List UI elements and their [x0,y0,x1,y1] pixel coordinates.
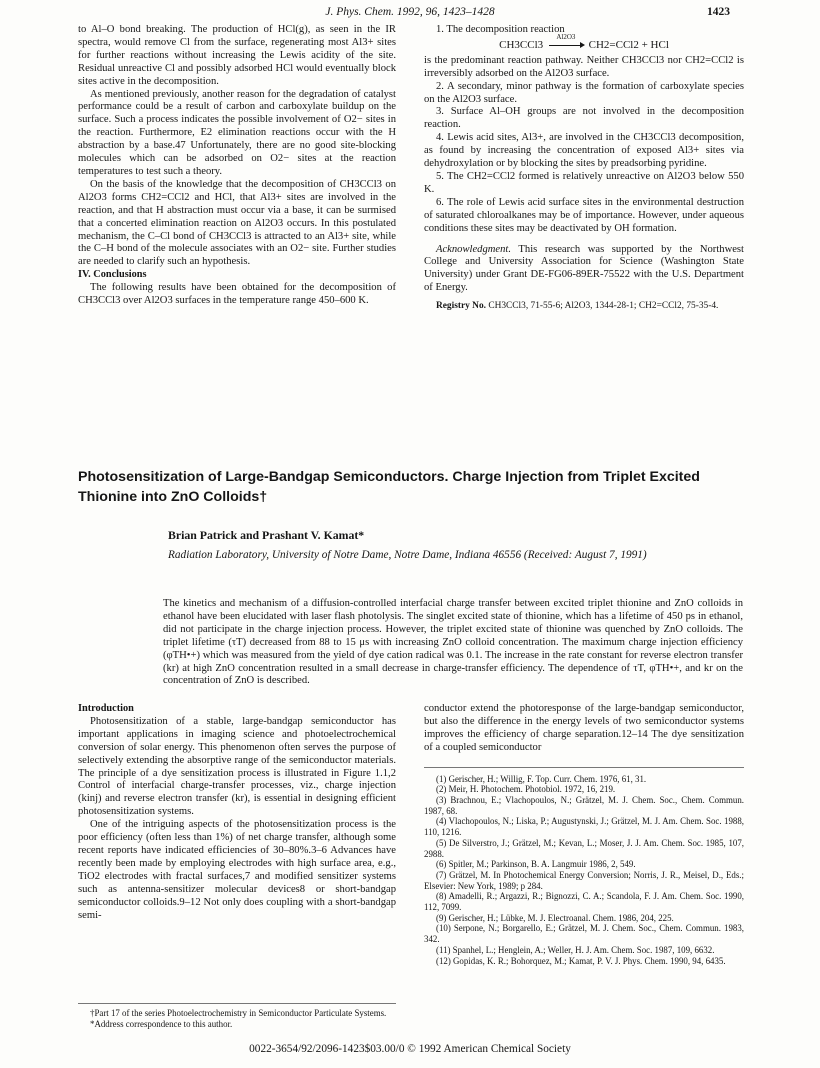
copyright-line: 0022-3654/92/2096-1423$03.00/0 © 1992 American Chemical Society [249,1043,571,1055]
registry [424,301,744,313]
reaction-reactant: CH3CCl3 [499,38,544,51]
previous-article-right-column [424,24,744,313]
reference-item: (7) Grätzel, M. In Photochemical Energy Conversion; Norris, J. R., Meisel, D., Eds.; Elsevier: New York, 1989; p 284. [424,869,744,891]
footnotes [78,1003,396,1029]
conclusion-item-4: 4. Lewis acid sites, Al3+, are involved in the CH3CCl3 decomposition, as found by increasing the concentration of exposed Al3+ sites via dehydroxylation or by blocking the sites by preadsorbing pyridine. [424,132,744,170]
article-affiliation: Radiation Laboratory, University of Notre Dame, Notre Dame, Indiana 46556 (Received: August 7, 1991) [168,549,647,561]
conclusion-item-5: 5. The CH2=CCl2 formed is relatively unreactive on Al2O3 below 550 K. [424,170,744,195]
conclusion-item-2: 2. A secondary, minor pathway is the formation of carboxylate species on the Al2O3 surface. [424,80,744,105]
reference-item: (12) Gopidas, K. R.; Bohorquez, M.; Kamat, P. V. J. Phys. Chem. 1990, 94, 6435. [436,955,726,966]
acknowledgment-text: This research was supported by the Northwest College and University Association for Science (Washington State University) under Grant DE-FG06-89ER-75522 with the U.S. Department of Energy. [424,243,744,294]
intro-paragraph-cont: conductor extend the photoresponse of the large-bandgap semiconductor, but also the difference in the energy levels of two semiconductor systems improves the efficiency of charge separation.12–14 The dye sensitization of a coupled semiconductor [424,703,744,753]
footnote-correspondence: *Address correspondence to this author. [90,1018,233,1029]
prev-paragraph-3: On the basis of the knowledge that the decomposition of CH3CCl3 on Al2O3 forms CH2=CCl2 and HCl, that Al3+ sites are involved in the reaction, and that H abstraction must occur via a base, it can be surmised that a concerted elimination reaction on Al2O3 occurs. In this postulated mechanism, the C–Cl bond of CH3CCl3 is attracted to an Al3+ site, while the C–H bond of the molecule associates with an O2− site. Further studies are needed to clarify such an hypothesis. [78,178,396,268]
running-header: J. Phys. Chem. 1992, 96, 1423–1428 [325,6,495,18]
conclusion-item-1: 1. The decomposition reaction [436,24,565,35]
reaction-catalyst: Al2O3 [556,32,576,41]
acknowledgment-heading: Acknowledgment. [436,243,512,255]
references-list [424,767,744,967]
reaction-arrow-icon [546,32,586,52]
prev-paragraph-1: to Al–O bond breaking. The production of HCl(g), as seen in the IR spectra, would remove Cl from the surface, regenerating most Al3+ sites for further reactions without increasing the Lewis acidity of the site. Residual unreactive Cl and possibly adsorbed HCl would eventually block sites active in the decomposition. [78,24,396,87]
reference-item: (6) Spitler, M.; Parkinson, B. A. Langmuir 1986, 2, 549. [436,859,636,870]
footnote-series: †Part 17 of the series Photoelectrochemistry in Semiconductor Particulate Systems. [90,1008,387,1018]
intro-paragraph-2: One of the intriguing aspects of the photosensitization process is the poor efficiency (often less than 1%) of net charge transfer, although some recent reports have indicated efficiencies of 30–80%.3–6 Advances have recently been made by employing electrodes with high surface area, e.g., TiO2 electrodes with fractal surfaces,7 and modified sensitizer systems such as antenna-sensitizer molecular devices8 or short-bandgap semiconductor colloids.9–12 Not only does coupling with a short-bandgap semi- [78,819,396,921]
reaction-products: CH2=CCl2 + HCl [588,38,669,51]
article-authors: Brian Patrick and Prashant V. Kamat* [168,528,365,542]
acknowledgment [424,244,744,296]
intro-paragraph-1: Photosensitization of a stable, large-bandgap semiconductor has important applications in imaging science and photoelectrochemical conversion of solar energy. This phenomenon often serves the purpose of selectively extending the absorptive range of the semiconductor materials. The principle of a dye sensitization process is illustrated in Figure 1.1,2 Control of interfacial charge-transfer processes, viz., charge injection (kinj) and reverse electron transfer (kr), is essential in designing efficient photosensitization systems. [78,715,396,818]
conclusion-item-1-cont: is the predominant reaction pathway. Neither CH3CCl3 nor CH2=CCl2 is irreversibly adsorbed on the Al2O3 surface. [424,54,744,79]
reference-item: (3) Brachnou, E.; Vlachopoulos, N.; Grätzel, M. J. Chem. Soc., Chem. Commun. 1987, 68. [424,795,744,816]
reaction-equation [424,32,744,52]
reference-item: (10) Serpone, N.; Borgarello, E.; Grätzel, M. J. Chem. Soc., Chem. Commun. 1983, 342. [424,923,744,945]
article-abstract: The kinetics and mechanism of a diffusion-controlled interfacial charge transfer between excited triplet thionine and ZnO colloids in ethanol have been elucidated with laser flash photolysis. The singlet excited state of thionine, which has a lifetime of 450 ps in ethanol, did not participate in the charge injection process. However, the triplet excited state of thionine was quenched by ZnO colloids. The triplet lifetime (τT) decreased from 88 to 15 μs with increasing ZnO colloid concentration. The maximum charge injection efficiency (φTH•+) which was measured from the yield of dye cation radical was 0.1. The increase in the rate constant for reverse electron transfer (kr) at high ZnO concentration resulted in a small decrease in charge-transfer efficiency. The dependence of τT, φTH•+, and kr on the concentration of ZnO is described. [163,598,743,687]
reference-item: (5) De Silverstro, J.; Grätzel, M.; Kevan, L.; Moser, J. J. Am. Chem. Soc. 1985, 107, 2988. [424,837,744,859]
reference-item: (8) Amadelli, R.; Argazzi, R.; Bignozzi, C. A.; Scandola, F. J. Am. Chem. Soc. 1990, 112, 7099. [424,891,744,913]
registry-text: CH3CCl3, 71-55-6; Al2O3, 1344-28-1; CH2=CCl2, 75-35-4. [488,301,719,312]
introduction-left-column [78,703,396,922]
conclusions-heading: IV. Conclusions [78,269,147,281]
article-title: Photosensitization of Large-Bandgap Semiconductors. Charge Injection from Triplet Excited Thionine into ZnO Colloids† [78,469,700,505]
registry-heading: Registry No. [436,301,486,312]
conclusions-intro: The following results have been obtained for the decomposition of CH3CCl3 over Al2O3 surfaces in the temperature range 450–600 K. [78,282,396,307]
page-number: 1423 [707,6,730,18]
previous-article-left-column [78,24,396,308]
reference-item: (11) Spanhel, L.; Henglein, A.; Weller, H. J. Am. Chem. Soc. 1987, 109, 6632. [436,944,715,955]
reference-item: (4) Vlachopoulos, N.; Liska, P.; Augustynski, J.; Grätzel, M. J. Am. Chem. Soc. 1988, 110, 1216. [424,816,744,838]
reference-item: (2) Meir, H. Photochem. Photobiol. 1972, 16, 219. [436,784,616,795]
conclusion-item-3: 3. Surface Al–OH groups are not involved in the decomposition reaction. [424,106,744,131]
conclusion-item-6: 6. The role of Lewis acid surface sites in the environmental destruction of saturated chloroalkanes may be of importance. However, under aqueous conditions these sites may be deactivated by OH formation. [424,196,744,234]
introduction-right-column [424,703,744,966]
introduction-heading: Introduction [78,703,134,714]
reference-item: (9) Gerischer, H.; Lübke, M. J. Electroanal. Chem. 1986, 204, 225. [436,912,674,923]
reference-item: (1) Gerischer, H.; Willig, F. Top. Curr. Chem. 1976, 61, 31. [436,773,647,784]
prev-paragraph-2: As mentioned previously, another reason for the degradation of catalyst performance could be a result of carbon and carboxylate buildup on the surface. Such a process indicates the possible involvement of O2− sites in the reaction. Furthermore, E2 elimination reactions occur with the H abstraction by a base.47 Unfortunately, there are no good site-blocking molecules which can be adsorbed on O2− sites at the reaction temperatures to test such a theory. [78,88,396,177]
